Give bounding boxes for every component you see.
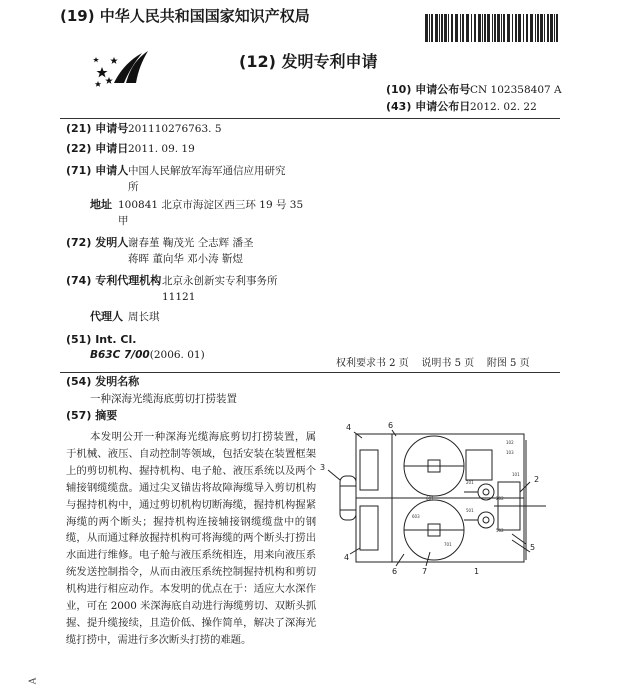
fig-ref-103: 103 [506, 450, 514, 455]
barcode-bar [474, 14, 476, 42]
barcode [425, 14, 560, 42]
fig-ref-603: 603 [412, 514, 420, 519]
pub-date: 2012. 02. 22 [470, 101, 537, 113]
barcode-bar [535, 14, 536, 42]
barcode-bar [523, 14, 524, 42]
fig-ref-601: 601 [426, 496, 434, 501]
inventor-line2: 蒋晖 董向华 邓小涛 靳煜 [128, 253, 244, 265]
counts-divider [60, 372, 560, 373]
int-cl-year: (2006. 01) [149, 349, 205, 361]
agency-line2: 11121 [162, 291, 196, 303]
barcode-bar [540, 14, 543, 42]
fig-label-1: 1 [474, 567, 480, 576]
barcode-bar [526, 14, 528, 42]
barcode-bar [544, 14, 545, 42]
int-cl-code: B63C 7/00 [90, 349, 150, 361]
inventor-line1: 谢春堇 鞠茂光 仝志辉 潘圣 [128, 237, 254, 249]
barcode-bar [501, 14, 502, 42]
cnipa-logo [92, 45, 152, 87]
office-name: (19) 中华人民共和国国家知识产权局 [60, 7, 310, 25]
barcode-bar [471, 14, 472, 42]
pub-date-label: (43) 申请公布日 [386, 100, 471, 113]
fig-label-6-bottom: 6 [392, 567, 398, 576]
barcode-bar [554, 14, 555, 42]
barcode-bar [431, 14, 433, 42]
barcode-bar [439, 14, 440, 42]
page-counts: 权利要求书 2 页 说明书 5 页 附图 5 页 [336, 358, 530, 369]
fig-ref-201: 201 [466, 480, 474, 485]
fig-label-4-bottom: 4 [344, 553, 350, 562]
applicant-line2: 所 [128, 181, 139, 193]
applicant-label: (71) 申请人 [66, 164, 129, 177]
barcode-bar [492, 14, 493, 42]
inventor-label: (72) 发明人 [66, 236, 129, 249]
fig-label-5: 5 [530, 543, 536, 552]
barcode-bar [462, 14, 464, 42]
barcode-bar [556, 14, 558, 42]
fig-ref-501: 501 [466, 508, 474, 513]
barcode-bar [435, 14, 438, 42]
barcode-bar [547, 14, 549, 42]
pub-no-label: (10) 申请公布号 [386, 83, 471, 96]
address-label: 地址 [90, 198, 112, 211]
address-line1: 100841 北京市海淀区西三环 19 号 35 [118, 199, 304, 211]
app-no-label: (21) 申请号 [66, 122, 129, 135]
barcode-bar [497, 14, 500, 42]
filing-date: 2011. 09. 19 [128, 143, 195, 155]
address-line2: 甲 [118, 215, 129, 227]
barcode-bar [494, 14, 496, 42]
barcode-bar [460, 14, 461, 42]
agent-label: 代理人 [90, 310, 123, 323]
fig-label-4-top: 4 [346, 423, 352, 432]
barcode-bar [455, 14, 458, 42]
barcode-bar [507, 14, 510, 42]
applicant-line1: 中国人民解放军海军通信应用研究 [128, 165, 286, 177]
edge-mark: A [28, 677, 39, 685]
invention-title: 一种深海光缆海底剪切打捞装置 [90, 393, 237, 405]
stars-logo-icon [92, 45, 152, 87]
electronics-cabin [360, 450, 378, 490]
app-no: 201110276763. 5 [128, 123, 222, 135]
device-diagram [316, 420, 556, 580]
barcode-bar [503, 14, 505, 42]
document-type: (12) 发明专利申请 [239, 52, 378, 71]
barcode-bar [444, 14, 447, 42]
agency-line1: 北京永创新实专利事务所 [162, 275, 278, 287]
barcode-bar [466, 14, 469, 42]
fig-label-6-top: 6 [388, 421, 394, 430]
agent-name: 周长琪 [128, 311, 160, 323]
fig-ref-502: 502 [496, 528, 504, 533]
int-cl-entry [90, 348, 205, 362]
title-label: (54) 发明名称 [66, 375, 140, 388]
barcode-bar [537, 14, 539, 42]
filing-date-label: (22) 申请日 [66, 142, 129, 155]
abstract-label: (57) 摘要 [66, 409, 118, 422]
barcode-bar [487, 14, 490, 42]
fig-ref-701: 701 [444, 542, 452, 547]
cut-mechanism [478, 512, 494, 528]
barcode-bar [478, 14, 481, 42]
barcode-bar [451, 14, 453, 42]
fig-ref-101: 101 [512, 472, 520, 477]
header-divider [60, 118, 560, 119]
fig-label-3: 3 [320, 463, 326, 472]
barcode-bar [518, 14, 521, 42]
fig-label-7: 7 [422, 567, 428, 576]
barcode-bar [482, 14, 483, 42]
barcode-bar [484, 14, 486, 42]
abstract-text [66, 429, 316, 649]
barcode-bar [429, 14, 430, 42]
barcode-graphic [425, 14, 560, 42]
barcode-bar [441, 14, 443, 42]
barcode-bar [550, 14, 553, 42]
pub-no: CN 102358407 A [470, 84, 562, 96]
patent-drawing [316, 420, 556, 580]
barcode-bar [448, 14, 449, 42]
barcode-bar [425, 14, 428, 42]
int-cl-label: (51) Int. Cl. [66, 333, 137, 346]
hydraulic-tank [340, 476, 356, 520]
fig-ref-102: 102 [506, 440, 514, 445]
barcode-bar [515, 14, 517, 42]
agency-label: (74) 专利代理机构 [66, 274, 162, 287]
barcode-bar [512, 14, 513, 42]
barcode-bar [530, 14, 533, 42]
fig-ref-202: 202 [496, 496, 504, 501]
fig-label-2: 2 [534, 475, 540, 484]
abstract-paragraph: 本发明公开一种深海光缆海底剪切打捞装置，属于机械、液压、自动控制等领域，包括安装在装置框架上的剪切机构、握持机构、电子舱、液压系统以及两个辅接钢缆缆盘。通过尖叉锚齿将故障海缆导入剪切机构与握持机构中，通过剪切机构切断海缆，握持机构握紧海缆的两个断头；握持机构连接辅接钢缆缆盘中的钢缆，从而通过释放握持机构可将海缆的两个断头打捞出水面进行维修。电子舱与液压系统相连，用来向液压系统发送控制指令，从而由液压系统控制握持机构和剪切机构进行相应动作。本发明的优点在于：适应大水深作业，可在 2000 米深海底自动进行海缆剪切、双断头抓握、提升缆接续，且造价低、操作简单，解决了深海光缆打捞中，需进行多次断头打捞的难题。 [66, 431, 316, 646]
